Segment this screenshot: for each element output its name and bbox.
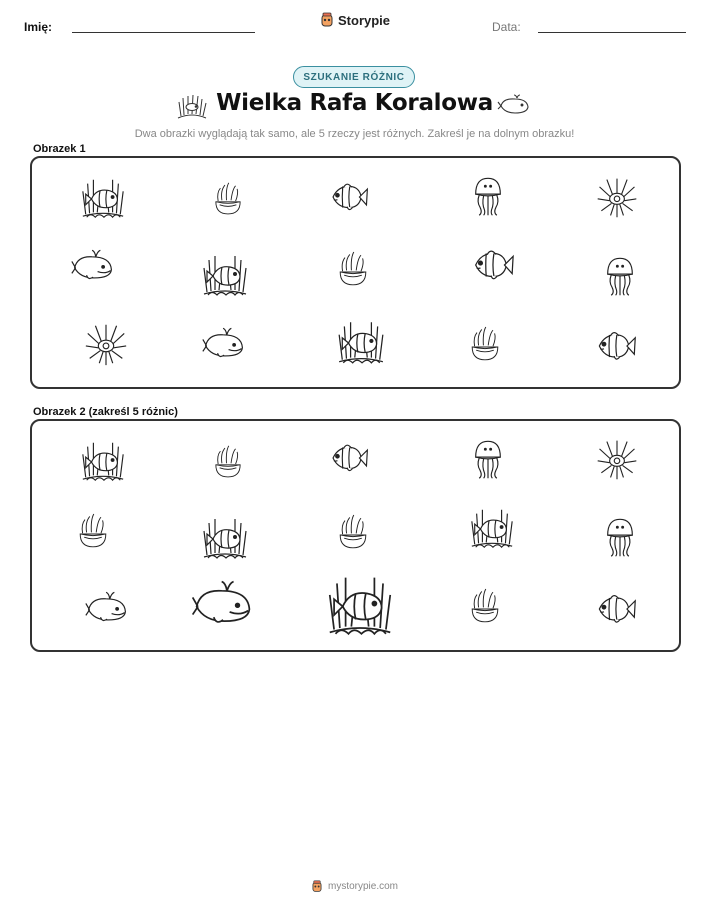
picture1-clam-anemone-icon [209,179,247,217]
picture2-fish-icon[interactable] [592,586,638,632]
storypie-mascot-icon [320,12,334,28]
panel2-label: Obrazek 2 (zakreśl 5 różnic) [33,406,178,418]
picture1-fish-icon [592,323,638,369]
whale-title-icon [497,94,531,116]
picture2-clam-anemone-icon[interactable] [333,511,373,551]
picture2-whale-icon[interactable] [190,571,256,637]
picture2-fish-icon[interactable] [326,436,370,480]
picture1-clam-anemone-icon [465,323,505,363]
date-line[interactable] [538,32,686,33]
picture1-jellyfish-icon [598,253,642,297]
picture2-clam-anemone-icon[interactable] [209,442,247,480]
picture1-clam-anemone-icon [333,248,373,288]
category-badge: SZUKANIE RÓŻNIC [293,66,415,88]
picture2-jellyfish-icon[interactable] [598,514,642,558]
picture2-clam-anemone-icon[interactable] [73,510,113,550]
picture2-clownfish-anemone-icon[interactable] [200,513,250,563]
picture1-sea-anemone-icon [82,320,130,368]
picture1-whale-icon [201,321,247,367]
picture1-clownfish-anemone-icon [79,174,127,222]
picture2-jellyfish-icon[interactable] [466,436,510,480]
footer-url[interactable]: mystorypie.com [327,881,398,892]
storypie-footer-icon [311,880,323,893]
page-title: Wielka Rafa Koralowa [216,90,493,116]
picture2-whale-icon[interactable] [84,585,130,631]
instructions: Dwa obrazki wyglądają tak samo, ale 5 rzeczy jest różnych. Zakreśl je na dolnym obrazku! [134,128,575,140]
brand-logo [320,12,390,28]
picture2-clownfish-anemone-icon[interactable] [79,437,127,485]
picture2-clownfish-anemone-icon[interactable] [324,569,396,641]
picture1-whale-icon [70,243,116,289]
name-line[interactable] [72,32,255,33]
picture1-clownfish-anemone-icon [335,316,387,368]
footer [0,880,709,893]
picture2-clownfish-anemone-icon[interactable] [468,504,516,552]
name-label: Imię: [24,20,53,34]
date-label: Data: [492,20,521,34]
panel1-label: Obrazek 1 [33,143,86,155]
picture1-sea-anemone-icon [594,174,640,220]
picture2-sea-anemone-icon[interactable] [594,436,640,482]
brand-name: Storypie [338,12,391,28]
picture1-fish-icon [326,175,370,219]
picture1-clownfish-anemone-icon [200,250,250,300]
picture1-jellyfish-icon [466,173,510,217]
picture2-clam-anemone-icon[interactable] [465,585,505,625]
picture1-fish-icon [468,241,516,289]
